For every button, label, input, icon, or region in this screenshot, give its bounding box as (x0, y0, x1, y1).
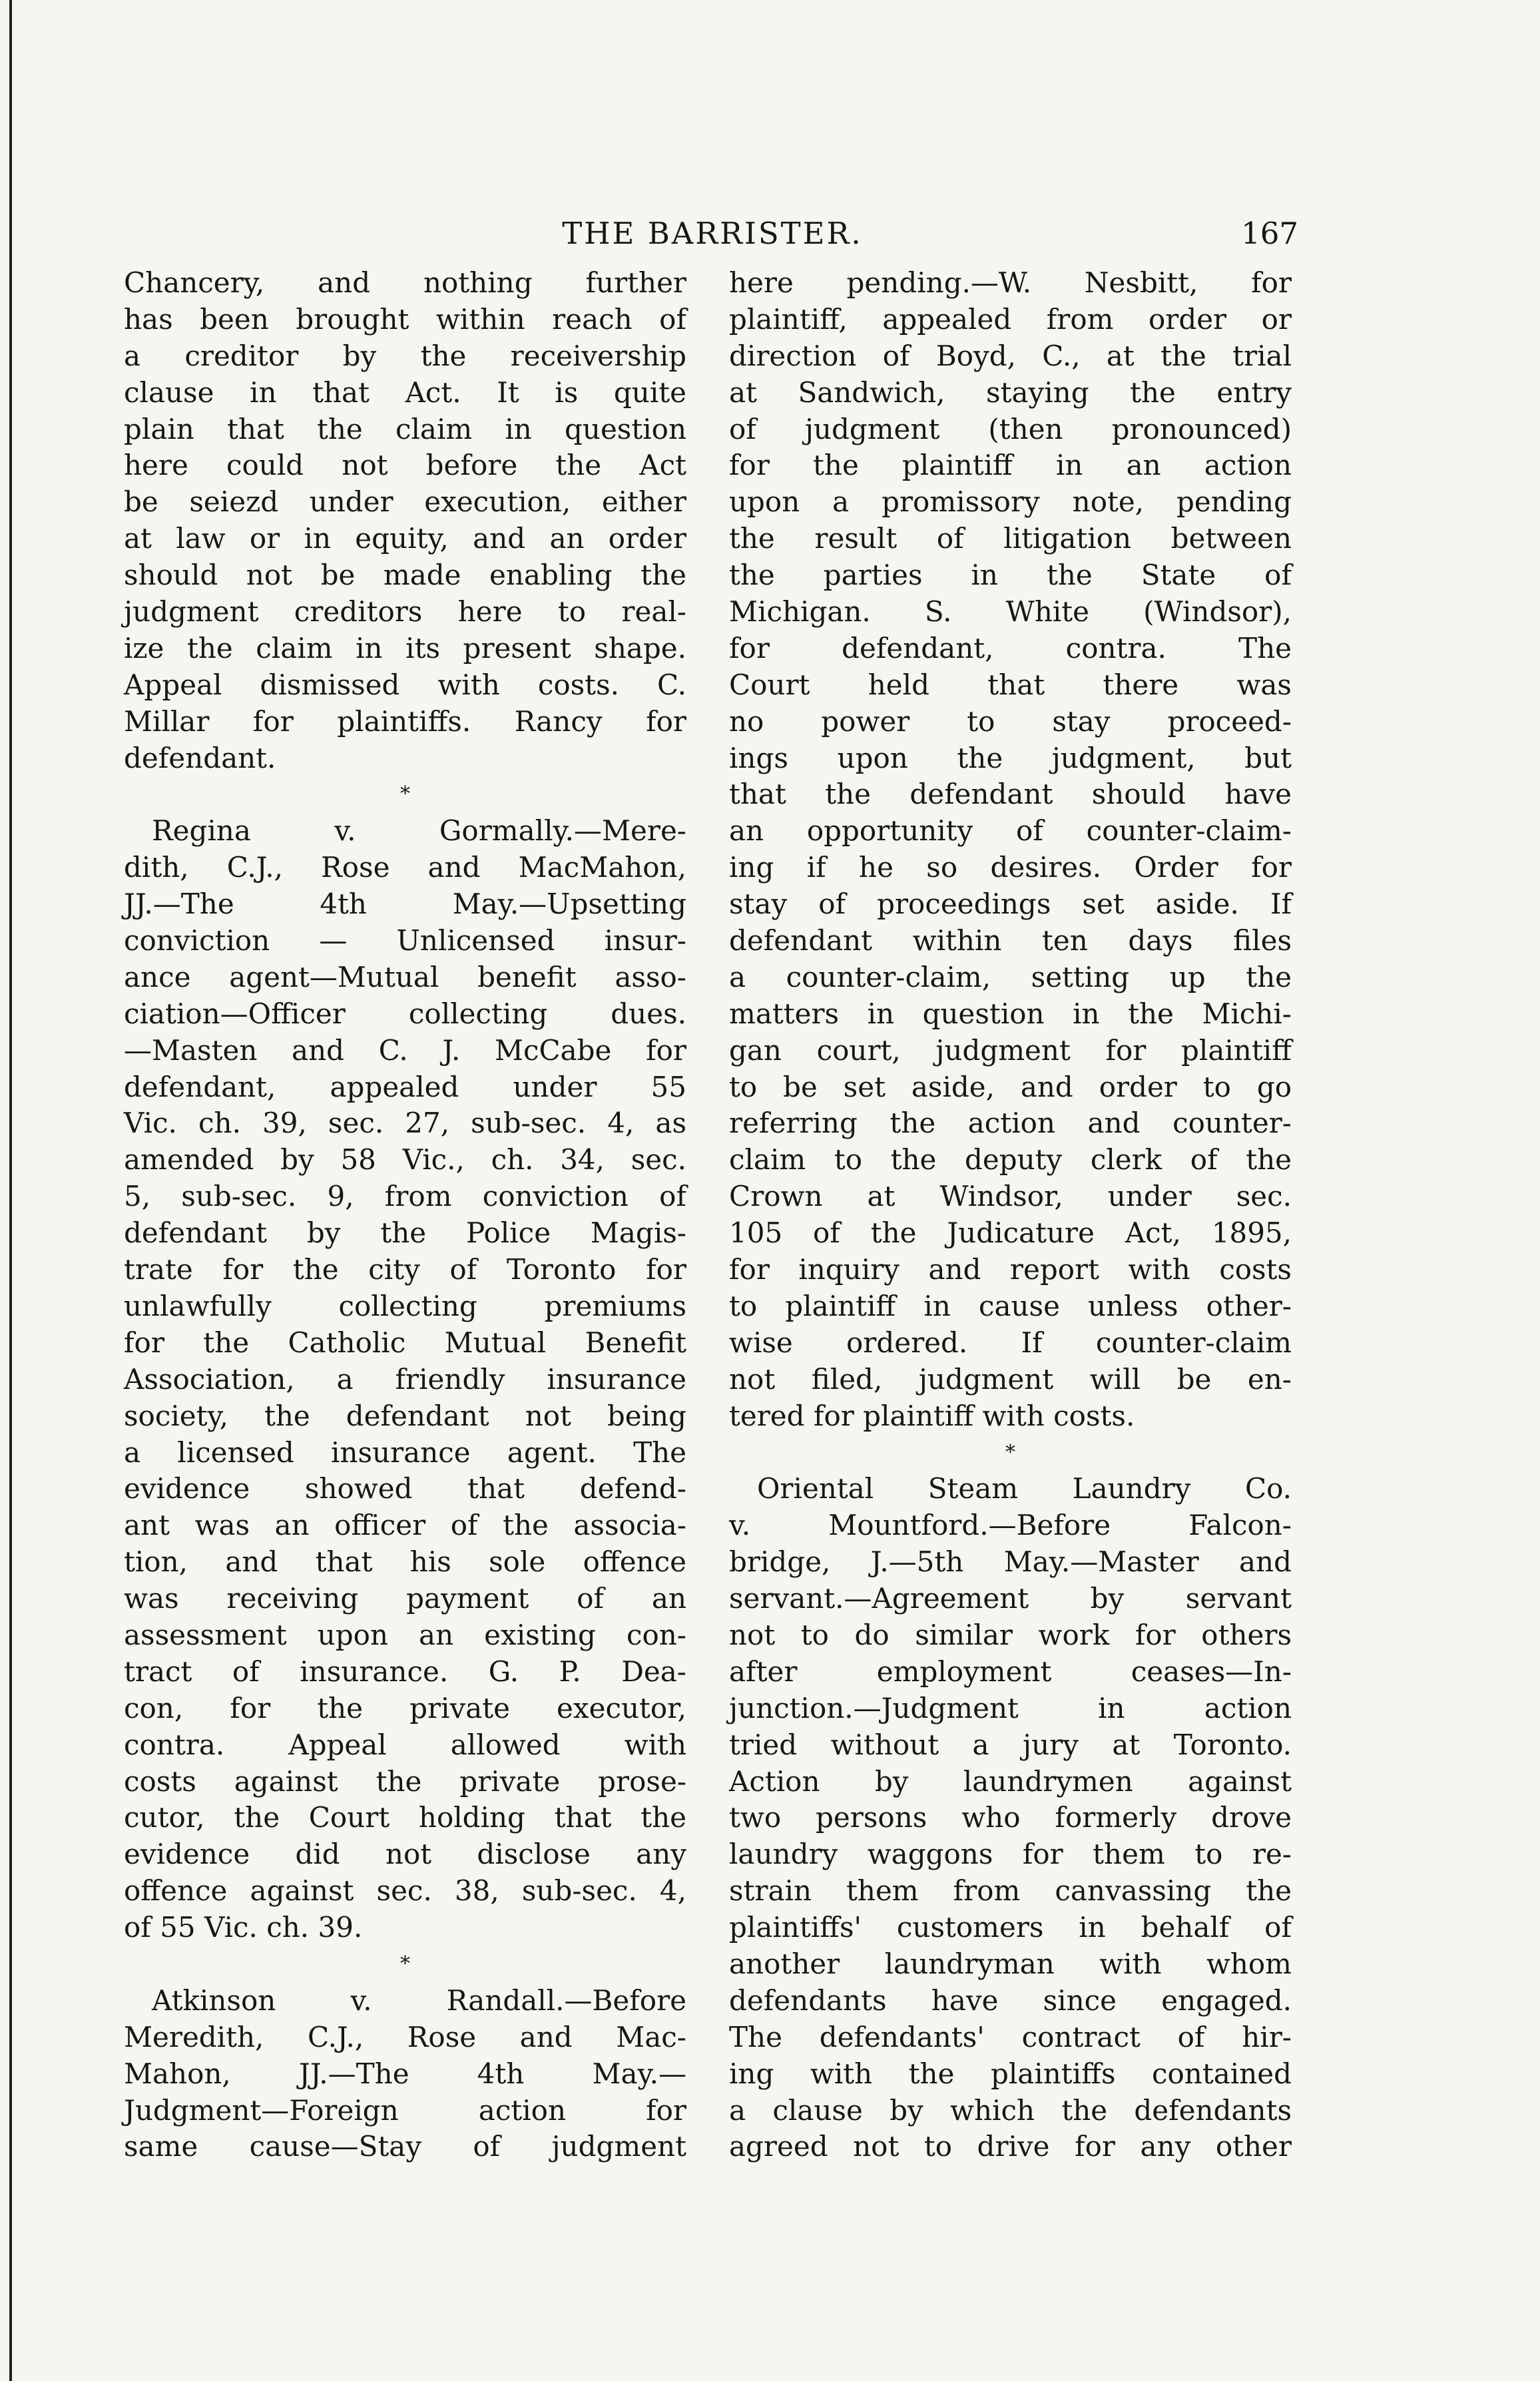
text-line: assessment upon an existing con- (124, 1618, 686, 1651)
text-line: wise ordered. If counter-claim (729, 1326, 1292, 1359)
text-line: should not be made enabling the (124, 559, 686, 592)
right-column (729, 265, 1292, 2165)
text-line: stay of proceedings set aside. If (729, 888, 1292, 921)
text-line: ciation—Officer collecting dues. (124, 997, 686, 1030)
text-line: tered for plaintiff with costs. (729, 1399, 1135, 1432)
text-line: costs against the private prose- (124, 1764, 686, 1798)
text-line: direction of Boyd, C., at the trial (729, 339, 1292, 372)
text-line: 105 of the Judicature Act, 1895, (729, 1216, 1292, 1250)
text-line: Oriental Steam Laundry Co. (757, 1472, 1292, 1505)
text-line: Mahon, JJ.—The 4th May.— (124, 2057, 686, 2090)
text-line: v. Mountford.—Before Falcon- (729, 1509, 1292, 1542)
text-line: here pending.—W. Nesbitt, for (729, 266, 1292, 299)
paragraph-regina-v-gormally (124, 813, 686, 1946)
text-line: two persons who formerly drove (729, 1801, 1292, 1834)
text-line: Vic. ch. 39, sec. 27, sub-sec. 4, as (124, 1107, 686, 1140)
text-line: the result of litigation between (729, 522, 1292, 555)
text-line: an opportunity of counter-claim- (729, 814, 1292, 848)
text-line: —Masten and C. J. McCabe for (124, 1033, 686, 1067)
text-line: defendant. (124, 741, 276, 774)
text-line: for defendant, contra. The (729, 631, 1292, 664)
text-line: offence against sec. 38, sub-sec. 4, (124, 1874, 686, 1908)
text-line: laundry waggons for them to re- (729, 1838, 1292, 1871)
running-title: THE BARRISTER. (562, 216, 863, 251)
page-number: 167 (1241, 216, 1298, 251)
text-line: The defendants' contract of hir- (729, 2020, 1292, 2053)
text-line: be seiezd under execution, either (124, 485, 686, 519)
text-line: cutor, the Court holding that the (124, 1801, 686, 1834)
text-line: after employment ceases—In- (729, 1655, 1292, 1688)
text-line: ing with the plaintiffs contained (729, 2057, 1292, 2090)
text-line: claim to the deputy clerk of the (729, 1143, 1292, 1177)
text-line: Judgment—Foreign action for (124, 2093, 686, 2127)
text-line: not filed, judgment will be en- (729, 1362, 1292, 1396)
paragraph-atkinson-v-randall (124, 1983, 686, 2165)
text-line: Atkinson v. Randall.—Before (152, 1984, 686, 2017)
text-line: was receiving payment of an (124, 1582, 686, 1615)
text-line: tract of insurance. G. P. Dea- (124, 1655, 686, 1688)
text-line: to plaintiff in cause unless other- (729, 1289, 1292, 1322)
section-separator: * (400, 782, 410, 806)
text-line: defendant within ten days files (729, 924, 1292, 957)
section-separator: * (1005, 1440, 1015, 1464)
text-line: amended by 58 Vic., ch. 34, sec. (124, 1143, 686, 1177)
text-line: Association, a friendly insurance (124, 1362, 686, 1396)
text-line: society, the defendant not being (124, 1399, 686, 1432)
text-line: evidence showed that defend- (124, 1472, 686, 1505)
text-line: that the defendant should have (729, 778, 1292, 811)
text-line: dith, C.J., Rose and MacMahon, (124, 851, 686, 884)
text-line: unlawfully collecting premiums (124, 1289, 686, 1322)
text-line: same cause—Stay of judgment (124, 2130, 686, 2163)
left-column (124, 265, 686, 2165)
text-line: at law or in equity, and an order (124, 522, 686, 555)
section-separator: * (400, 1952, 410, 1976)
text-line: a creditor by the receivership (124, 339, 686, 372)
paragraph-chancery-receivership (124, 265, 686, 776)
text-line: Action by laundrymen against (729, 1764, 1292, 1798)
text-line: another laundryman with whom (729, 1947, 1292, 1980)
text-line: servant.—Agreement by servant (729, 1582, 1292, 1615)
text-line: has been brought within reach of (124, 302, 686, 336)
text-line: a licensed insurance agent. The (124, 1436, 686, 1469)
text-line: of 55 Vic. ch. 39. (124, 1911, 363, 1944)
text-line: contra. Appeal allowed with (124, 1728, 686, 1761)
text-line: JJ.—The 4th May.—Upsetting (124, 888, 686, 921)
text-line: Meredith, C.J., Rose and Mac- (124, 2020, 686, 2053)
text-line: Regina v. Gormally.—Mere- (152, 814, 686, 848)
text-line: agreed not to drive for any other (729, 2130, 1292, 2163)
text-line: Millar for plaintiffs. Rancy for (124, 704, 686, 738)
paragraph-atkinson-v-randall-continued (729, 265, 1292, 1435)
text-line: a clause by which the defendants (729, 2093, 1292, 2127)
text-line: defendant, appealed under 55 (124, 1070, 686, 1103)
text-line: ance agent—Mutual benefit asso- (124, 960, 686, 993)
text-line: trate for the city of Toronto for (124, 1253, 686, 1286)
text-line: of judgment (then pronounced) (729, 412, 1292, 445)
text-line: plaintiffs' customers in behalf of (729, 1911, 1292, 1944)
text-line: strain them from canvassing the (729, 1874, 1292, 1908)
text-line: Court held that there was (729, 668, 1292, 701)
text-line: to be set aside, and order to go (729, 1070, 1292, 1103)
text-line: ize the claim in its present shape. (124, 631, 686, 664)
text-line: plain that the claim in question (124, 412, 686, 445)
text-line: tion, and that his sole offence (124, 1545, 686, 1579)
text-line: here could not before the Act (124, 449, 686, 482)
text-line: junction.—Judgment in action (729, 1691, 1292, 1724)
text-line: Michigan. S. White (Windsor), (729, 595, 1292, 629)
text-line: con, for the private executor, (124, 1691, 686, 1724)
text-line: Appeal dismissed with costs. C. (124, 668, 686, 701)
binding-edge-rule (9, 0, 12, 2381)
text-line: defendants have since engaged. (729, 1984, 1292, 2017)
text-line: tried without a jury at Toronto. (729, 1728, 1292, 1761)
text-line: at Sandwich, staying the entry (729, 376, 1292, 409)
running-head (127, 210, 1298, 257)
text-line: a counter-claim, setting up the (729, 960, 1292, 993)
text-line: for the Catholic Mutual Benefit (124, 1326, 686, 1359)
text-line: matters in question in the Michi- (729, 997, 1292, 1030)
text-line: upon a promissory note, pending (729, 485, 1292, 519)
text-line: judgment creditors here to real- (124, 595, 686, 629)
text-line: evidence did not disclose any (124, 1838, 686, 1871)
text-line: plaintiff, appealed from order or (729, 302, 1292, 336)
paragraph-oriental-steam-laundry (729, 1471, 1292, 2165)
text-line: ant was an officer of the associa- (124, 1509, 686, 1542)
text-line: referring the action and counter- (729, 1107, 1292, 1140)
text-line: defendant by the Police Magis- (124, 1216, 686, 1250)
text-line: the parties in the State of (729, 559, 1292, 592)
text-line: gan court, judgment for plaintiff (729, 1033, 1292, 1067)
text-line: bridge, J.—5th May.—Master and (729, 1545, 1292, 1579)
text-line: for inquiry and report with costs (729, 1253, 1292, 1286)
text-line: ing if he so desires. Order for (729, 851, 1292, 884)
text-line: ings upon the judgment, but (729, 741, 1292, 774)
text-line: no power to stay proceed- (729, 704, 1292, 738)
text-line: Crown at Windsor, under sec. (729, 1180, 1292, 1213)
text-line: not to do similar work for others (729, 1618, 1292, 1651)
text-line: 5, sub-sec. 9, from conviction of (124, 1180, 686, 1213)
text-line: conviction — Unlicensed insur- (124, 924, 686, 957)
text-line: Chancery, and nothing further (124, 266, 686, 299)
text-line: clause in that Act. It is quite (124, 376, 686, 409)
text-line: for the plaintiff in an action (729, 449, 1292, 482)
